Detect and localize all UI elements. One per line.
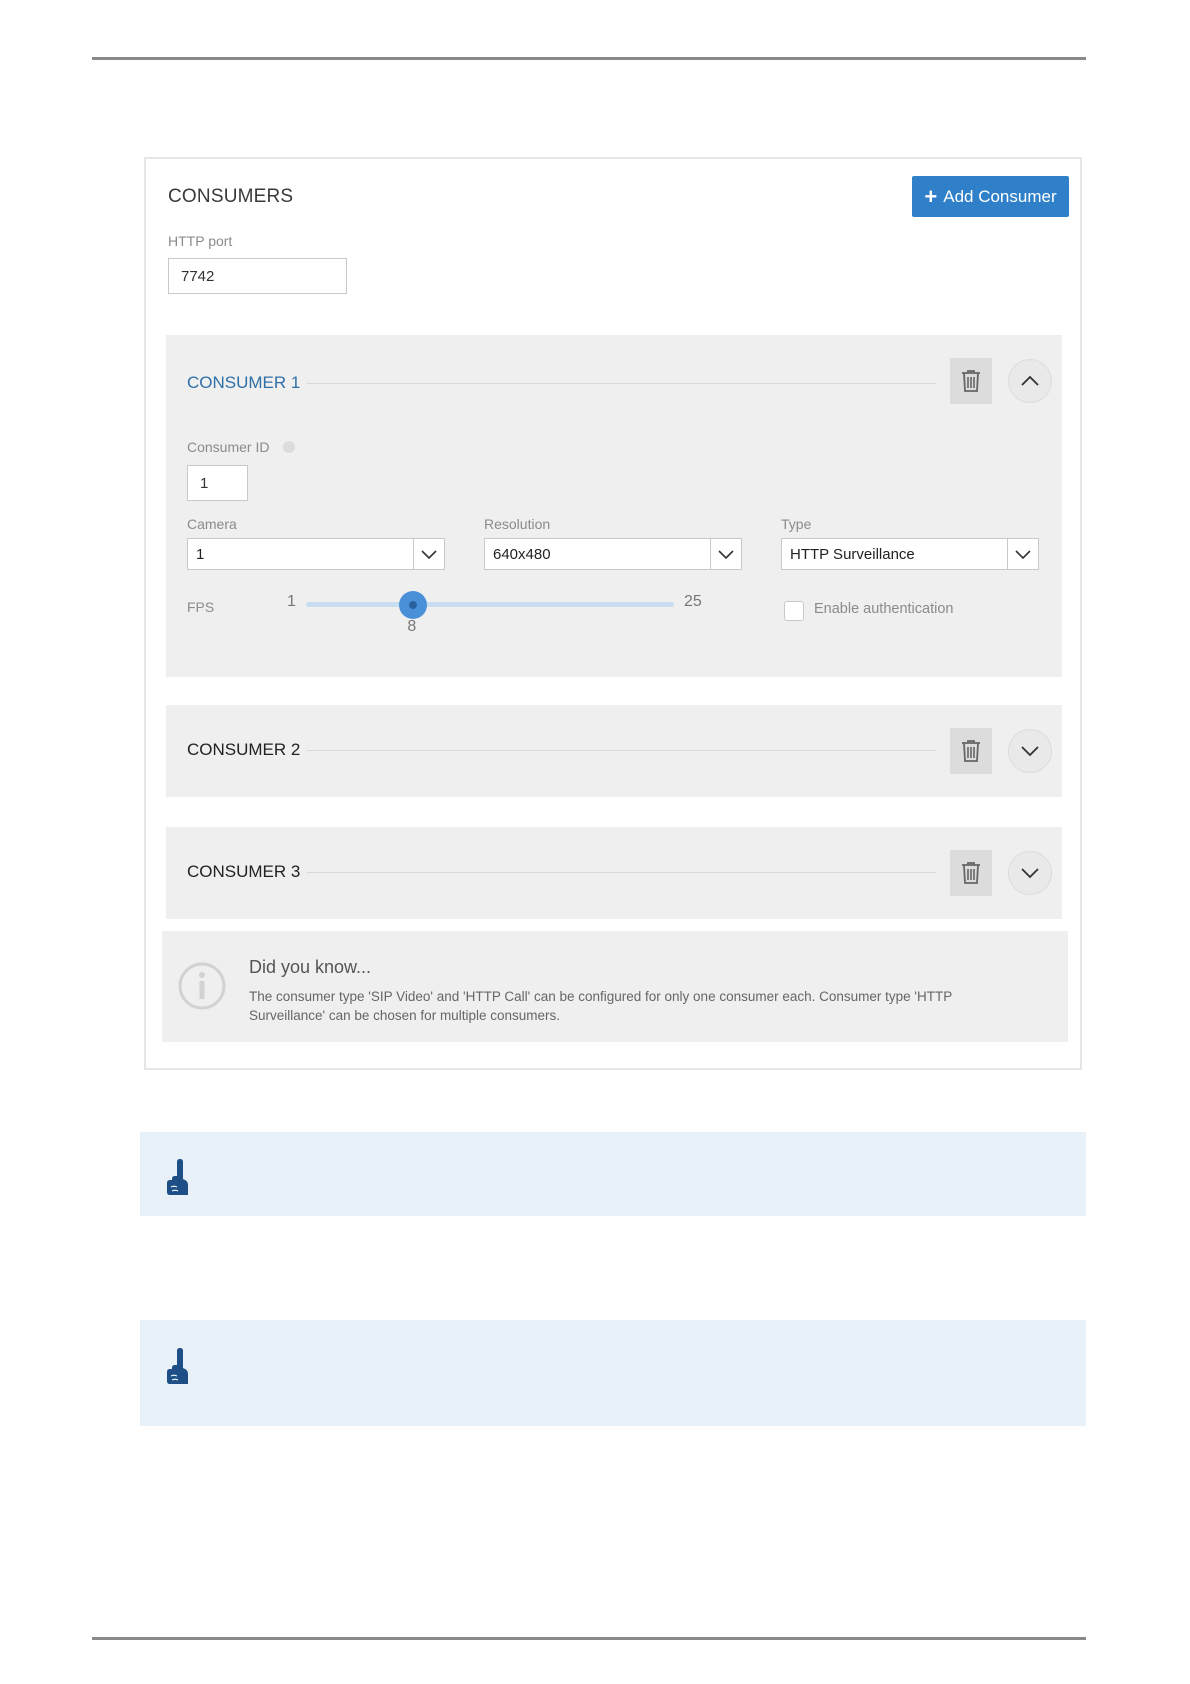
delete-consumer-1-button[interactable] [950, 358, 992, 404]
consumer-1-card [166, 335, 1062, 677]
resolution-select[interactable] [484, 538, 742, 570]
expand-consumer-2-button[interactable] [1008, 729, 1052, 773]
chevron-up-icon [1021, 376, 1039, 386]
resolution-value: 640x480 [493, 545, 551, 563]
expand-consumer-3-button[interactable] [1008, 851, 1052, 895]
consumer-1-title[interactable]: CONSUMER 1 [187, 373, 301, 392]
tip-text: The consumer type 'SIP Video' and 'HTTP Call' can be configured for only one consumer each. Consumer type 'HTTP Surveillance' can be chosen for multiple consumers. [249, 989, 952, 1023]
delete-consumer-3-button[interactable] [950, 850, 992, 896]
panel-title: CONSUMERS [168, 186, 294, 207]
consumer-2-card [166, 705, 1062, 797]
fps-slider-track[interactable] [306, 602, 674, 607]
consumer-id-input[interactable] [187, 465, 248, 501]
pointing-hand-icon [165, 1157, 191, 1197]
http-port-label: HTTP port [168, 233, 233, 249]
chevron-down-icon [413, 539, 444, 569]
chevron-down-icon [1021, 746, 1039, 756]
camera-label: Camera [187, 516, 237, 532]
enable-authentication-label: Enable authentication [814, 601, 954, 617]
fps-max-label: 25 [684, 593, 702, 610]
camera-select[interactable] [187, 538, 445, 570]
consumer-3-title[interactable]: CONSUMER 3 [187, 862, 301, 881]
fps-value-label: 8 [407, 618, 417, 635]
chevron-down-icon [710, 539, 741, 569]
add-consumer-button[interactable] [912, 176, 1069, 217]
chevron-down-icon [1021, 868, 1039, 878]
resolution-label: Resolution [484, 516, 551, 532]
enable-authentication-checkbox[interactable] [784, 601, 804, 621]
slider-thumb-dot [409, 601, 417, 609]
footer-rule [92, 1637, 1086, 1640]
type-value: HTTP Surveillance [790, 545, 915, 563]
trash-icon [960, 861, 982, 885]
collapse-consumer-1-button[interactable] [1008, 359, 1052, 403]
pointing-hand-icon [165, 1346, 191, 1386]
http-port-input[interactable] [168, 258, 347, 294]
plus-icon: + [924, 183, 938, 209]
note-box-1 [140, 1132, 1086, 1216]
fps-min-label: 1 [287, 593, 296, 610]
consumer-id-label [187, 439, 295, 455]
consumer-3-card [166, 827, 1062, 919]
consumer-2-title[interactable]: CONSUMER 2 [187, 740, 301, 759]
camera-value: 1 [196, 545, 205, 563]
header-rule [92, 57, 1086, 60]
type-select[interactable] [781, 538, 1039, 570]
did-you-know-box [162, 931, 1068, 1042]
trash-icon [960, 369, 982, 393]
tip-title: Did you know... [249, 957, 372, 977]
info-icon[interactable] [283, 441, 295, 453]
fps-slider-thumb[interactable] [399, 591, 427, 619]
consumers-panel [144, 157, 1082, 1070]
chevron-down-icon [1007, 539, 1038, 569]
type-label: Type [781, 516, 812, 532]
delete-consumer-2-button[interactable] [950, 728, 992, 774]
trash-icon [960, 739, 982, 763]
divider [307, 750, 936, 751]
divider [307, 872, 936, 873]
fps-label: FPS [187, 599, 215, 615]
note-box-2 [140, 1320, 1086, 1426]
consumer-id-label-text: Consumer ID [187, 439, 270, 455]
add-consumer-label: Add Consumer [943, 186, 1057, 206]
divider [307, 383, 936, 384]
info-circle-icon [177, 961, 227, 1011]
